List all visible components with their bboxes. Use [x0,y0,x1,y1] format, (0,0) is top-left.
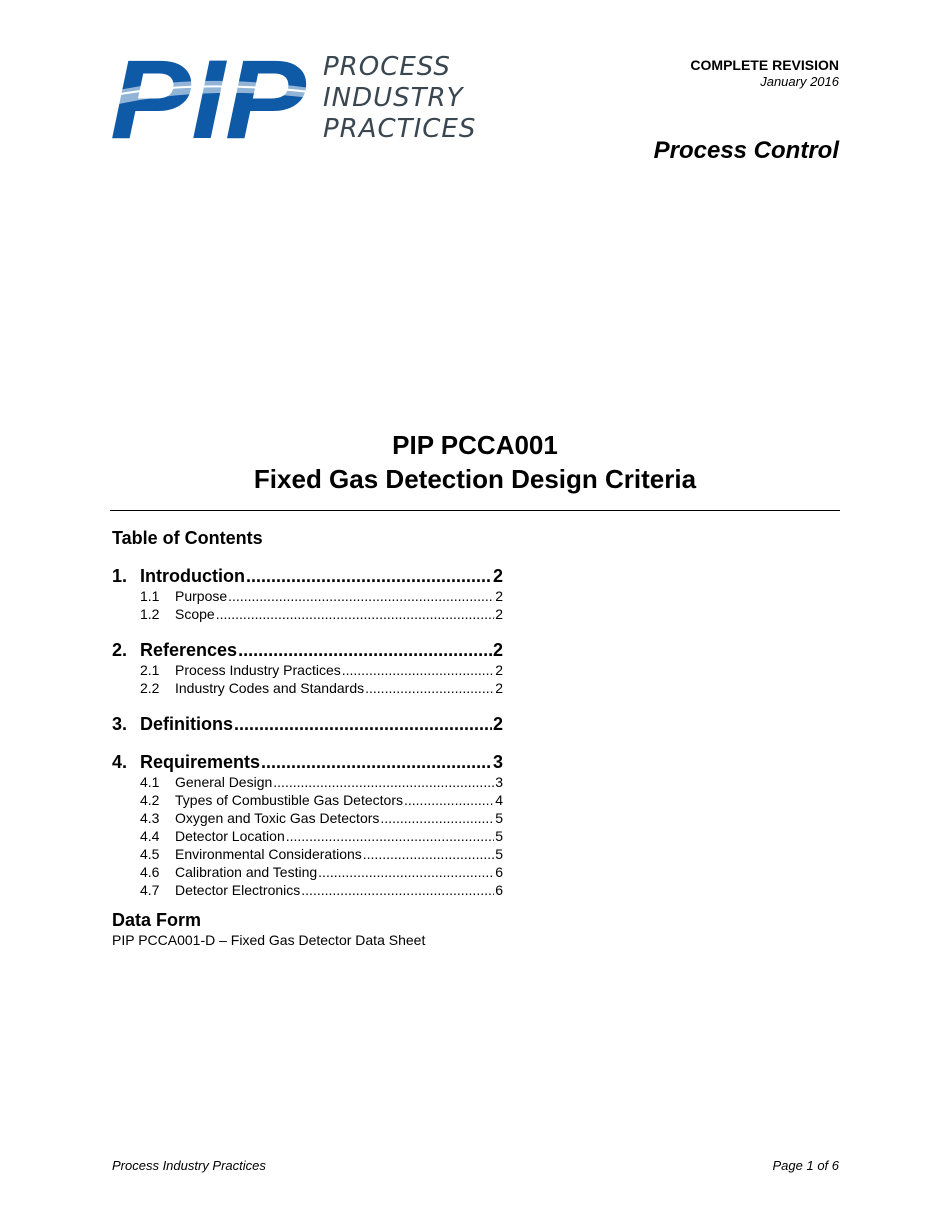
toc-entry-definitions[interactable] [112,714,503,735]
pip-logo [110,52,490,144]
toc-page: 6 [495,864,503,880]
toc-number: 4.2 [140,792,160,808]
toc-label: Types of Combustible Gas Detectors [175,792,403,808]
toc-entry-requirements[interactable] [112,752,503,773]
logo-word-industry: INDUSTRY [323,83,464,113]
toc-leader [286,827,494,845]
toc-entry-calibration-and-testing[interactable] [112,863,503,881]
toc-number: 4.7 [140,882,160,898]
toc-number: 2. [112,640,128,660]
toc-label: Scope [175,606,215,622]
toc-leader [363,845,494,863]
toc-leader [342,661,494,679]
toc-label: Environmental Considerations [175,846,362,862]
revision-title: COMPLETE REVISION [690,57,839,73]
toc-leader [216,605,495,623]
toc-entry-scope[interactable] [112,605,503,623]
footer-organization: Process Industry Practices [112,1158,266,1173]
toc-label: Definitions [140,714,233,734]
toc-label: Purpose [175,588,228,604]
toc-page: 6 [495,882,503,898]
toc-entry-process-industry-practices[interactable] [112,661,503,679]
toc-leader [380,809,494,827]
pip-logo-mark-text: PIP [110,52,307,142]
toc-leader [238,640,492,661]
revision-block [690,57,839,90]
footer-page-number: Page 1 of 6 [772,1158,839,1173]
toc-entry-introduction[interactable] [112,566,503,587]
toc-page: 2 [495,588,503,604]
category-title: Process Control [653,137,839,164]
toc-entry-types-of-combustible-gas-detectors[interactable] [112,791,503,809]
toc-label: Oxygen and Toxic Gas Detectors [175,810,380,826]
toc-number: 1.2 [140,606,160,622]
toc-number: 1.1 [140,588,160,604]
toc-page: 2 [492,714,503,734]
toc-leader [365,679,494,697]
toc-entry-detector-electronics[interactable] [112,881,503,899]
toc-leader [261,752,492,773]
toc-label: Calibration and Testing [175,864,318,880]
data-form-link[interactable]: PIP PCCA001-D – Fixed Gas Detector Data Sheet [112,932,426,948]
toc-entry-general-design[interactable] [112,773,503,791]
toc-page: 2 [492,566,503,586]
toc-leader [228,587,494,605]
pip-logo-wordmark [323,52,476,145]
toc-page: 3 [495,774,503,790]
logo-word-process: PROCESS [323,52,451,82]
data-form-heading: Data Form [112,910,202,930]
toc-label: Detector Electronics [175,882,301,898]
toc-leader [234,714,492,735]
toc-heading: Table of Contents [112,528,263,548]
document-number: PIP PCCA001 [392,430,558,460]
toc-page: 5 [495,846,503,862]
toc-page: 2 [492,640,503,660]
toc-page: 2 [495,606,503,622]
toc-number: 1. [112,566,128,586]
toc-label: Introduction [140,566,245,586]
toc-number: 3. [112,714,128,734]
toc-section-definitions [112,714,503,735]
toc-entry-industry-codes-and-standards[interactable] [112,679,503,697]
toc-section-requirements [112,752,503,899]
toc-entry-detector-location[interactable] [112,827,503,845]
toc-number: 2.2 [140,680,160,696]
toc-page: 5 [495,828,503,844]
toc-number: 4.3 [140,810,160,826]
toc-page: 3 [492,752,503,772]
toc-label: Industry Codes and Standards [175,680,365,696]
toc-entry-purpose[interactable] [112,587,503,605]
toc-number: 2.1 [140,662,160,678]
toc-leader [273,773,494,791]
revision-date: January 2016 [760,74,839,89]
toc-label: Process Industry Practices [175,662,341,678]
toc-section-introduction [112,566,503,623]
toc-label: General Design [175,774,273,790]
toc-entry-oxygen-and-toxic-gas-detectors[interactable] [112,809,503,827]
toc-page: 4 [495,792,503,808]
toc-entry-references[interactable] [112,640,503,661]
document-name: Fixed Gas Detection Design Criteria [253,464,697,494]
toc-page: 2 [495,662,503,678]
toc-page: 5 [495,810,503,826]
toc-number: 4.4 [140,828,160,844]
toc-number: 4. [112,752,128,772]
toc-leader [404,791,494,809]
toc-entry-environmental-considerations[interactable] [112,845,503,863]
logo-word-practices: PRACTICES [323,114,477,144]
toc-leader [318,863,494,881]
toc-number: 4.6 [140,864,160,880]
toc-label: Detector Location [175,828,285,844]
table-of-contents [112,566,503,916]
document-title [110,428,840,496]
toc-label: References [140,640,238,660]
title-divider [110,510,840,511]
toc-number: 4.1 [140,774,160,790]
toc-label: Requirements [140,752,261,772]
pip-logo-mark-icon [110,52,310,142]
toc-leader [301,881,494,899]
toc-page: 2 [495,680,503,696]
toc-section-references [112,640,503,697]
toc-leader [246,566,492,587]
toc-number: 4.5 [140,846,160,862]
